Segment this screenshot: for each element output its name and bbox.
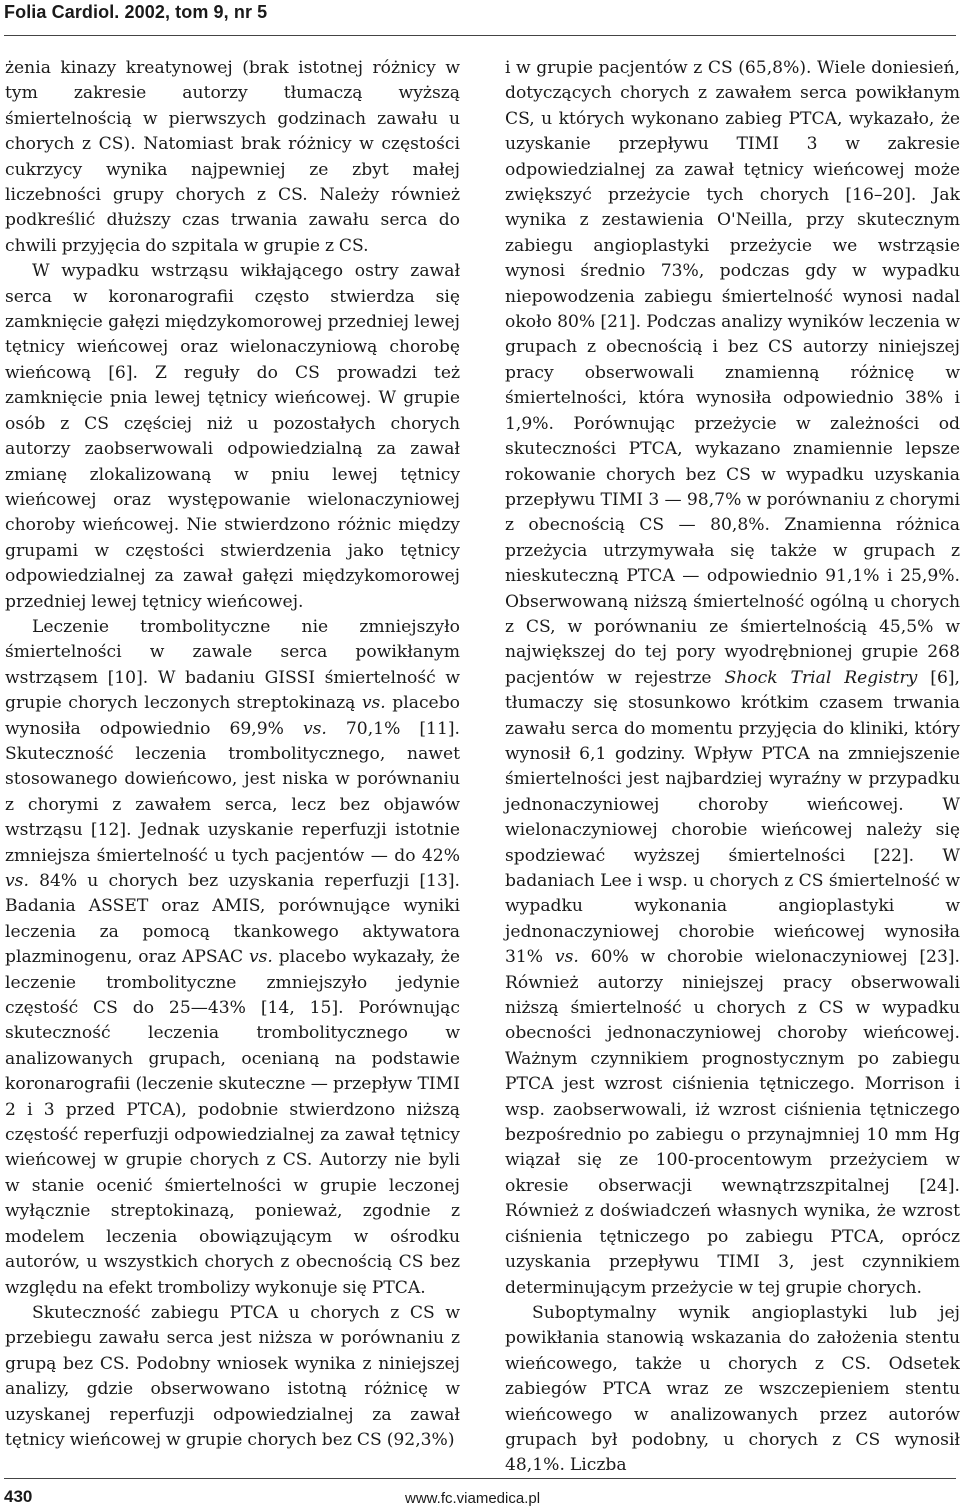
journal-url: www.fc.viamedica.pl [405,1490,541,1507]
right-paragraph-2: Suboptymalny wynik angioplastyki lub jej powikłania stanowią wskazania do założenia stentu wieńcowego, także u chorych z CS. Odsetek zabiegów PTCA wraz ze wszczepieniem stentu wieńcowego w analizowanych przez autorów grupach był podobny, u chorych z CS wynosił 48,1%. Liczba [505,1302,960,1476]
text-run: placebo wynosiła odpowiednio 69,9% [5,693,460,739]
versus-italic: vs. [361,693,386,714]
right-paragraph-1 [505,56,960,1301]
text-run: [6], tłumaczy się stosunkowo krótkim czasem trwania zawału serca do momentu przyjęcia do kliniki, który wynosił 6,1 godziny. Wpływ PTCA na zmniejszenie śmiertelności jest najbardziej wyraźny w przypadku jednonaczyniowej choroby wieńcowej. W wielonaczyniowej chorobie wieńcowej należy się spodziewać wyższej śmiertelności [22]. W badaniach Lee i wsp. u chorych z CS śmiertelność w wypadku wykonania angioplastyki w jednonaczyniowej chorobie wieńcowej wynosiła 31% [505,667,960,968]
left-paragraph-3 [5,615,460,1301]
page-number: 430 [4,1487,33,1506]
journal-header: Folia Cardiol. 2002, tom 9, nr 5 [4,2,268,22]
versus-italic: vs. [554,947,579,968]
left-paragraph-4: Skuteczność zabiegu PTCA u chorych z CS w przebiegu zawału serca jest niższa w porównaniu z grupą bez CS. Podobny wniosek wynika z niniejszej analizy, gdzie obserwowano istotną różnicę w uzyskanej reperfuzji odpowiedzialnej za zawał tętnicy wieńcowej w grupie chorych bez CS (92,3%) [5,1302,460,1450]
registry-name-italic: Shock Trial Registry [724,667,918,688]
text-run: 60% w chorobie wielonaczyniowej [23]. Również autorzy niniejszej pracy obserwowali niższą śmiertelność u chorych z CS w wypadku obecności jednonaczyniowej choroby wieńcowej. Ważnym czynnikiem prognostycznym po zabiegu PTCA jest wzrost ciśnienia tętniczego. Morrison i wsp. zaobserwowali, iż wzrost ciśnienia tętniczego bezpośrednio po zabiegu o przynajmniej 10 mm Hg wiązał się ze 100-procentowym przeżyciem w okresie obserwacji wewnątrzszpitalnej [24]. Również z doświadczeń własnych wynika, że wzrost ciśnienia tętniczego po zabiegu PTCA, oprócz uzyskania przepływu TIMI 3, jest czynnikiem determinującym przeżycie w tej grupie chorych. [505,947,960,1298]
versus-italic: vs. [302,718,327,739]
text-run: i w grupie pacjentów z CS (65,8%). Wiele doniesień, dotyczących chorych z zawałem serca powikłanym CS, u których wykonano zabieg PTCA, wykazało, że uzyskanie przepływu TIMI 3 w zakresie odpowiedzialnej za zawał tętnicy wieńcowej może zwiększyć przeżycie tych chorych [16–20]. Jak wynika z zestawienia O'Neilla, przy skutecznym zabiegu angioplastyki przeżycie we wstrząsie wynosi średnio 73%, podczas gdy w wypadku niepowodzenia zabiegu śmiertelność wynosi nadal około 80% [21]. Podczas analizy wyników leczenia w grupach z obecnością i bez CS autorzy niniejszej pracy obserwowali znamienną różnicę w śmiertelności, która wynosiła odpowiednio 38% i 1,9%. Porównując przeżycie w zależności od skuteczności PTCA, wykazano znamiennie lepsze rokowanie chorych bez CS w wypadku uzyskania przepływu TIMI 3 — 98,7% w porównaniu z chorymi z obecnością CS — 80,8%. Znamienna różnica przeżycia utrzymywała się także w grupach z nieskuteczną PTCA — odpowiednio 91,1% i 25,9%. Obserwowaną niższą śmiertelność ogólną u chorych z CS, w porównaniu ze śmiertelnością 45,5% w największej do tej pory wyodrębnionej grupie 268 pacjentów w rejestrze [505,58,960,688]
versus-italic: vs. [5,871,29,891]
header-divider [4,35,956,36]
left-paragraph-2: W wypadku wstrząsu wikłającego ostry zawał serca w koronarografii często stwierdza się zamknięcie gałęzi międzykomorowej przedniej lewej tętnicy wieńcowej oraz wielonaczyniową chorobę wieńcową [6]. Z reguły do CS prowadzi też zamknięcie pnia lewej tętnicy wieńcowej. W grupie osób z CS częściej niż u pozostałych chorych autorzy zaobserwowali odpowiedzialną za zawał zmianę zlokalizowaną w pniu lewej tętnicy wieńcowej oraz występowanie wielonaczyniowej choroby wieńcowej. Nie stwierdzono różnic między grupami w częstości stwierdzenia jako tętnicy odpowiedzialnej za zawał gałęzi międzykomorowej przedniej lewej tętnicy wieńcowej. [5,261,460,612]
text-run: placebo wykazały, że leczenie trombolityczne zmniejszyło jedynie częstość CS do 25—43% [14, 15]. Porównując skuteczność leczenia trombolitycznego w analizowanych grupach, ocenianą na podstawie koronarografii (leczenie skuteczne — przepływ TIMI 2 i 3 przed PTCA), podobnie stwierdzono niższą częstość reperfuzji odpowiedzialnej za zawał tętnicy wieńcowej w grupie chorych z CS. Autorzy nie byli w stanie ocenić śmiertelności w grupie leczonej wyłącznie streptokinazą, ponieważ, zgodnie z modelem leczenia obowiązującym w ośrodku autorów, u wszystkich chorych z obecnością CS bez względu na efekt trombolizy wykonuje się PTCA. [5,947,460,1298]
text-run: 70,1% [11]. Skuteczność leczenia trombolitycznego, nawet stosowanego dowieńcowo, jest niska w porównaniu z chorymi z zawałem serca, lecz bez objawów wstrząsu [12]. Jednak uzyskanie reperfuzji istotnie zmniejsza śmiertelność u tych pacjentów — do 42% [5,718,460,866]
left-paragraph-1: żenia kinazy kreatynowej (brak istotnej różnicy w tym zakresie autorzy tłumaczą wyższą śmiertelnością w pierwszych godzinach zawału u chorych z CS). Natomiast brak różnicy w częstości cukrzycy wynika najpewniej ze zbyt małej liczebności grupy chorych z CS. Należy również podkreślić dłuższy czas trwania zawału serca do chwili przyjęcia do szpitala w grupie z CS. [5,58,460,256]
right-column [505,56,960,1479]
footer-divider [4,1478,956,1479]
left-column [5,56,460,1453]
text-run: 84% u chorych bez uzyskania reperfuzji [13]. Badania ASSET oraz AMIS, porównujące wyniki leczenia za pomocą tkankowego aktywatora plazminogenu, oraz APSAC [5,871,460,968]
versus-italic: vs. [248,947,273,968]
text-run: Leczenie trombolityczne nie zmniejszyło śmiertelności w zawale serca powikłanym wstrząsem [10]. W badaniu GISSI śmiertelność w grupie chorych leczonych streptokinazą [5,616,460,714]
